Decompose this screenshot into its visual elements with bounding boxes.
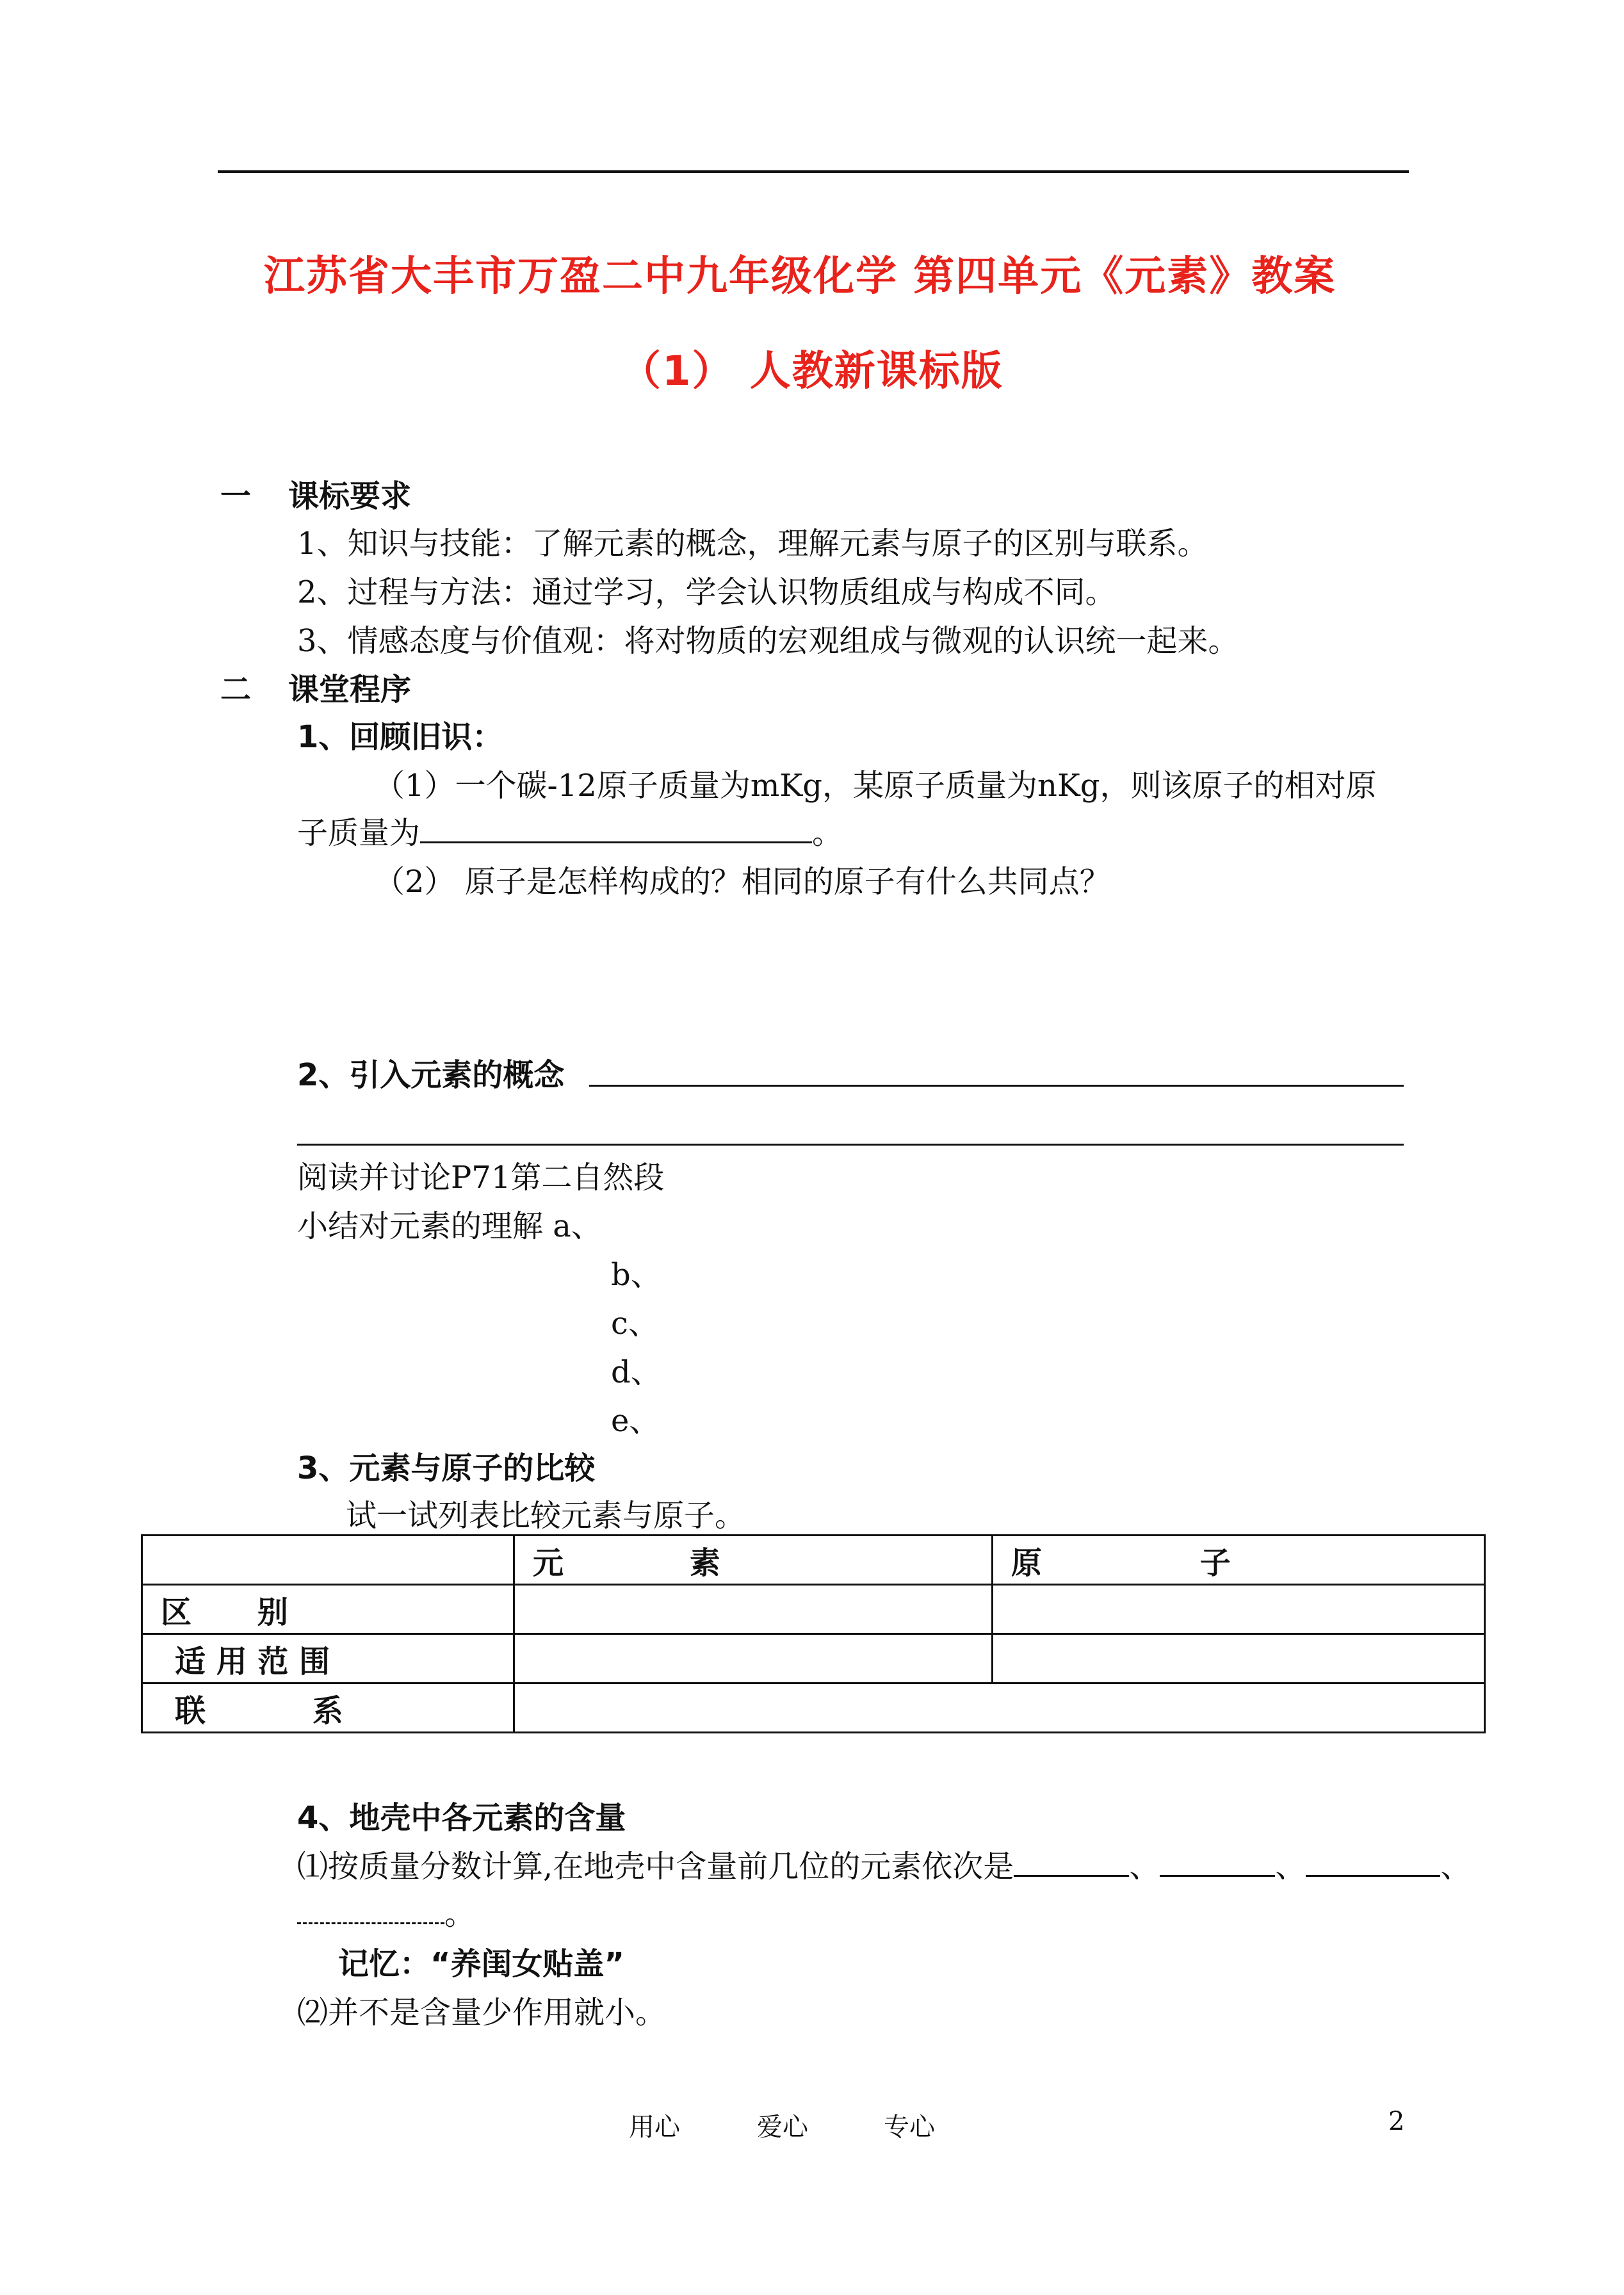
footer-word-2: 爱心 <box>757 2113 808 2142</box>
review-heading: 1、回顾旧识： <box>297 719 503 755</box>
comparison-table <box>141 1534 1486 1733</box>
row-label-text: 区 别 <box>161 1594 288 1630</box>
document-title-line1: 江苏省大丰市万盈二中九年级化学 第四单元《元素》教案 <box>264 253 1336 300</box>
objective-process: 2、过程与方法：通过学习，学会认识物质组成与构成不同。 <box>297 574 1116 610</box>
table-cell[interactable] <box>993 1634 1485 1683</box>
row-label-difference <box>142 1585 514 1634</box>
review-question-1-line1: （1）一个碳-12原子质量为mKg，某原子质量为nKg，则该原子的相对原 <box>374 768 1377 804</box>
crust-item-1-text: ⑴按质量分数计算,在地壳中含量前几位的元素依次是 <box>297 1849 1014 1885</box>
header-element-text: 元 素 <box>533 1545 720 1581</box>
review-q1-suffix: 。 <box>812 815 843 851</box>
crust-item-1 <box>297 1842 1471 1886</box>
table-row <box>142 1683 1485 1733</box>
summary-point-d: d、 <box>611 1354 662 1390</box>
review-question-1-line2 <box>297 808 843 852</box>
answer-blank <box>297 1893 444 1924</box>
reading-task: 阅读并讨论P71第二自然段 <box>297 1160 665 1196</box>
table-cell[interactable] <box>514 1585 993 1634</box>
concept-answer-line-2 <box>297 1144 1404 1146</box>
summary-label: 小结对元素的理解 a、 <box>297 1208 602 1244</box>
row-label-text: 适 用 范 围 <box>175 1643 330 1680</box>
compare-heading: 3、元素与原子的比较 <box>297 1450 596 1486</box>
objective-attitude: 3、情感态度与价值观：将对物质的宏观组成与微观的认识统一起来。 <box>297 623 1239 659</box>
table-cell[interactable] <box>993 1585 1485 1634</box>
separator: 、 <box>1440 1849 1472 1885</box>
summary-point-b: b、 <box>611 1257 662 1293</box>
table-cell[interactable] <box>514 1634 993 1683</box>
table-header-atom <box>993 1536 1485 1585</box>
table-header-row <box>142 1536 1485 1585</box>
separator: 、 <box>1129 1849 1160 1885</box>
compare-intro: 试一试列表比较元素与原子。 <box>346 1498 746 1534</box>
review-question-2: （2） 原子是怎样构成的？相同的原子有什么共同点？ <box>374 864 1110 900</box>
summary-point-e: e、 <box>611 1403 660 1439</box>
answer-blank <box>1160 1845 1275 1877</box>
crust-end: 。 <box>444 1896 476 1932</box>
table-row <box>142 1585 1485 1634</box>
row-label-scope <box>142 1634 514 1683</box>
footer-word-3: 专心 <box>884 2113 935 2142</box>
table-corner-cell <box>142 1536 514 1585</box>
answer-blank <box>1014 1845 1129 1877</box>
section1-heading: 课标要求 <box>288 478 412 514</box>
review-q1-prefix: 子质量为 <box>297 815 421 851</box>
table-row <box>142 1634 1485 1683</box>
memory-tip: 记忆：“养闺女贴盖” <box>338 1946 625 1982</box>
crust-item-1-continued <box>297 1889 475 1933</box>
separator: 、 <box>1275 1849 1306 1885</box>
section2-heading: 课堂程序 <box>288 672 412 708</box>
section2-number: 二 <box>220 672 252 708</box>
summary-point-c: c、 <box>611 1306 659 1342</box>
document-title-line2: （1） 人教新课标版 <box>620 348 1003 395</box>
concept-answer-line-1 <box>589 1085 1404 1087</box>
answer-blank <box>420 812 812 843</box>
table-cell-merged[interactable] <box>514 1683 1485 1733</box>
concept-heading: 2、引入元素的概念 <box>297 1057 565 1093</box>
footer-word-1: 用心 <box>629 2113 680 2142</box>
header-rule <box>218 170 1409 173</box>
crust-heading: 4、地壳中各元素的含量 <box>297 1800 626 1836</box>
objective-knowledge: 1、知识与技能：了解元素的概念，理解元素与原子的区别与联系。 <box>297 526 1208 562</box>
crust-item-2: ⑵并不是含量少作用就小。 <box>297 1995 667 2031</box>
row-label-connection <box>142 1683 514 1733</box>
row-label-text: 联 系 <box>175 1692 343 1729</box>
page-number: 2 <box>1388 2107 1405 2136</box>
table-header-element <box>514 1536 993 1585</box>
answer-blank <box>1306 1845 1440 1877</box>
header-atom-text: 原 子 <box>1011 1545 1231 1581</box>
section1-number: 一 <box>220 478 252 514</box>
